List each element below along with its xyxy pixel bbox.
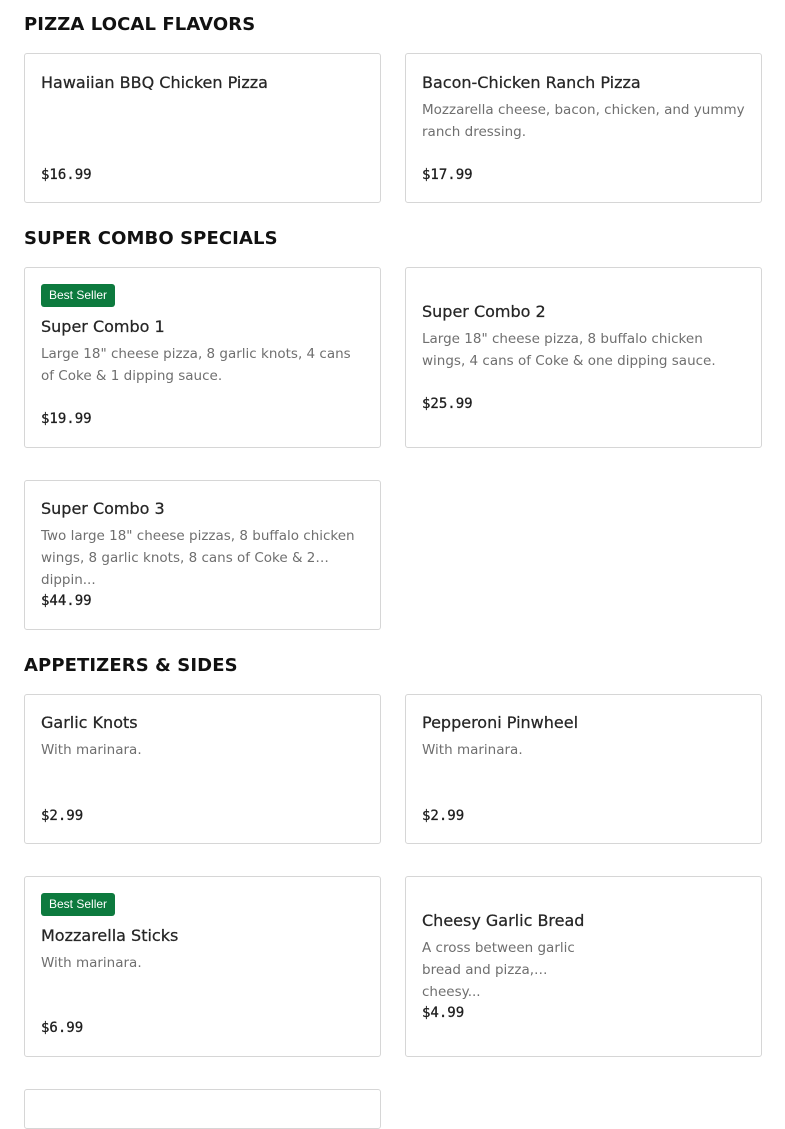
menu-item-card[interactable] [24,1089,381,1129]
item-name: Super Combo 3 [41,499,165,518]
menu-item-card[interactable] [24,694,381,844]
item-name: Super Combo 1 [41,317,165,336]
item-price: $2.99 [41,808,84,824]
section-title-super-combo-specials: SUPER COMBO SPECIALS [24,228,278,249]
menu-item-card[interactable] [24,480,381,630]
item-description: A cross between garlic bread and pizza, cheesy... [422,940,575,1000]
item-description: Large 18" cheese pizza, 8 garlic knots, 4 cans of Coke & 1 dipping sauce. [41,346,351,384]
best-seller-badge: Best Seller [41,893,115,916]
menu-item-card[interactable] [405,267,762,448]
menu-item-card[interactable] [405,694,762,844]
item-name: Bacon-Chicken Ranch Pizza [422,73,641,92]
item-price: $6.99 [41,1020,84,1036]
item-price: $16.99 [41,167,92,183]
item-description: With marinara. [41,742,142,758]
item-price: $44.99 [41,593,92,609]
item-description: With marinara. [41,955,142,971]
item-name: Hawaiian BBQ Chicken Pizza [41,73,268,92]
menu-item-card[interactable] [24,876,381,1057]
item-description: Large 18" cheese pizza, 8 buffalo chicken wings, 4 cans of Coke & one dipping sauce. [422,331,716,369]
item-description: With marinara. [422,742,523,758]
item-price: $19.99 [41,411,92,427]
best-seller-badge: Best Seller [41,284,115,307]
item-description: Two large 18" cheese pizzas, 8 buffalo chicken wings, 8 garlic knots, 8 cans of Coke & 2 dippin... [41,528,355,588]
item-price: $25.99 [422,396,473,412]
item-name: Cheesy Garlic Bread [422,911,585,930]
item-name: Super Combo 2 [422,302,546,321]
menu-item-card[interactable] [24,53,381,203]
item-price: $4.99 [422,1005,465,1021]
item-price: $17.99 [422,167,473,183]
item-name: Pepperoni Pinwheel [422,713,579,732]
menu-item-card[interactable] [405,876,762,1057]
item-price: $2.99 [422,808,465,824]
menu-item-card[interactable] [405,53,762,203]
item-name: Mozzarella Sticks [41,926,179,945]
menu-item-card[interactable] [24,267,381,448]
section-title-appetizers-sides: APPETIZERS & SIDES [24,655,238,676]
item-name: Garlic Knots [41,713,138,732]
item-description: Mozzarella cheese, bacon, chicken, and yummy ranch dressing. [422,102,745,140]
section-title-pizza-local-flavors: PIZZA LOCAL FLAVORS [24,14,256,35]
